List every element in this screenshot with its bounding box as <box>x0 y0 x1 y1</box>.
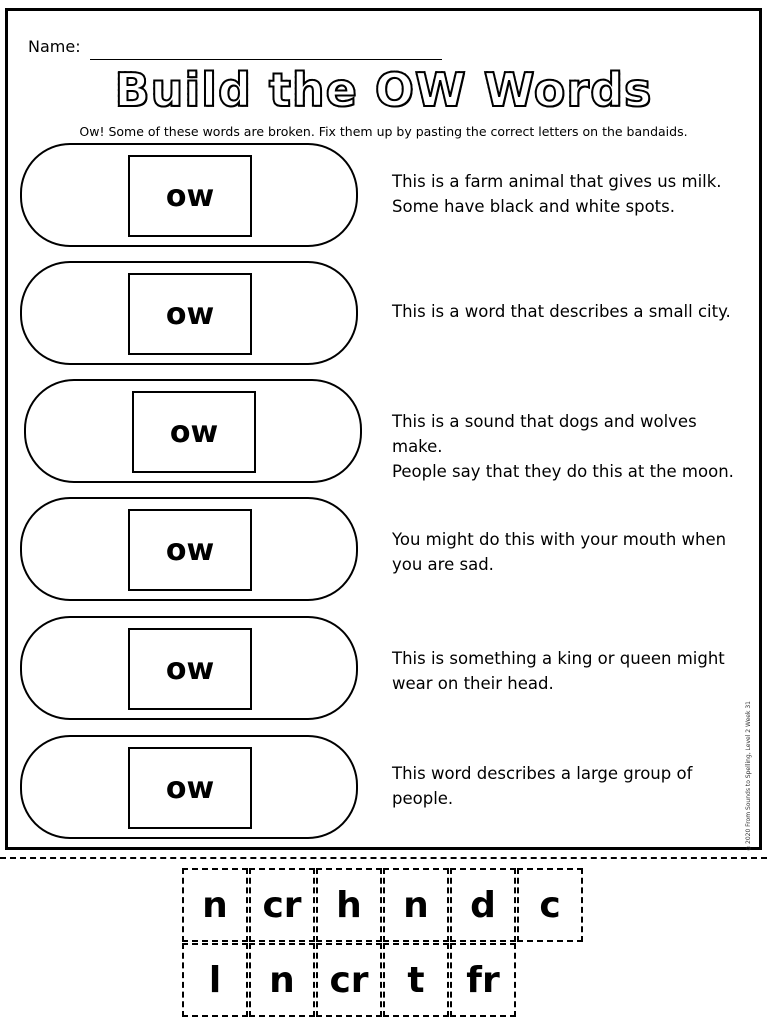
letter-tile[interactable]: n <box>383 868 449 942</box>
bandaid <box>20 735 358 839</box>
exercise-row <box>8 616 759 722</box>
clue-text <box>392 527 752 577</box>
exercise-row <box>8 735 759 841</box>
clue-line: This is a farm animal that gives us milk. <box>392 172 722 191</box>
bandaid-pad[interactable]: ow <box>128 273 252 355</box>
clue-line: This is something a king or queen might <box>392 649 725 668</box>
bandaid-pad[interactable]: ow <box>128 509 252 591</box>
letter-tile[interactable]: n <box>182 868 248 942</box>
bandaid-pad[interactable]: ow <box>128 747 252 829</box>
bandaid <box>20 143 358 247</box>
clue-line: you are sad. <box>392 555 494 574</box>
clue-text <box>392 761 752 811</box>
clue-line: people. <box>392 789 454 808</box>
exercise-row <box>8 379 759 485</box>
clue-text <box>392 409 752 484</box>
bandaid <box>20 616 358 720</box>
name-line[interactable] <box>90 59 442 60</box>
letter-tile[interactable]: t <box>383 943 449 1017</box>
exercise-row <box>8 143 759 249</box>
letter-tile[interactable]: d <box>450 868 516 942</box>
letter-tile[interactable]: n <box>249 943 315 1017</box>
letter-tile[interactable]: l <box>182 943 248 1017</box>
clue-line: Some have black and white spots. <box>392 197 675 216</box>
page-title: Build the OW Words <box>8 63 759 117</box>
letter-tile[interactable]: fr <box>450 943 516 1017</box>
clue-text <box>392 169 752 219</box>
letter-tile[interactable]: cr <box>249 868 315 942</box>
clue-line: This word describes a large group of <box>392 764 693 783</box>
clue-line: This is a word that describes a small city. <box>392 302 731 321</box>
clue-text <box>392 646 752 696</box>
cut-line <box>0 857 767 859</box>
instructions: Ow! Some of these words are broken. Fix them up by pasting the correct letters on the bandaids. <box>79 124 688 139</box>
clue-line: This is a sound that dogs and wolves make. <box>392 412 697 456</box>
clue-line: You might do this with your mouth when <box>392 530 727 549</box>
worksheet <box>5 8 762 850</box>
clue-line: wear on their head. <box>392 674 554 693</box>
bandaid-pad[interactable]: ow <box>128 628 252 710</box>
exercise-row <box>8 497 759 603</box>
letter-tile[interactable]: cr <box>316 943 382 1017</box>
bandaid-pad[interactable]: ow <box>132 391 256 473</box>
bandaid-pad[interactable]: ow <box>128 155 252 237</box>
exercise-row <box>8 261 759 367</box>
bandaid <box>20 497 358 601</box>
bandaid <box>24 379 362 483</box>
letter-tile[interactable]: h <box>316 868 382 942</box>
letter-tile[interactable]: c <box>517 868 583 942</box>
name-label: Name: <box>28 37 81 56</box>
clue-text <box>392 299 752 324</box>
copyright-text: ©2020 From Sounds to Spelling, Level 2 Week 31 <box>745 701 752 851</box>
bandaid <box>20 261 358 365</box>
clue-line: People say that they do this at the moon. <box>392 462 734 481</box>
